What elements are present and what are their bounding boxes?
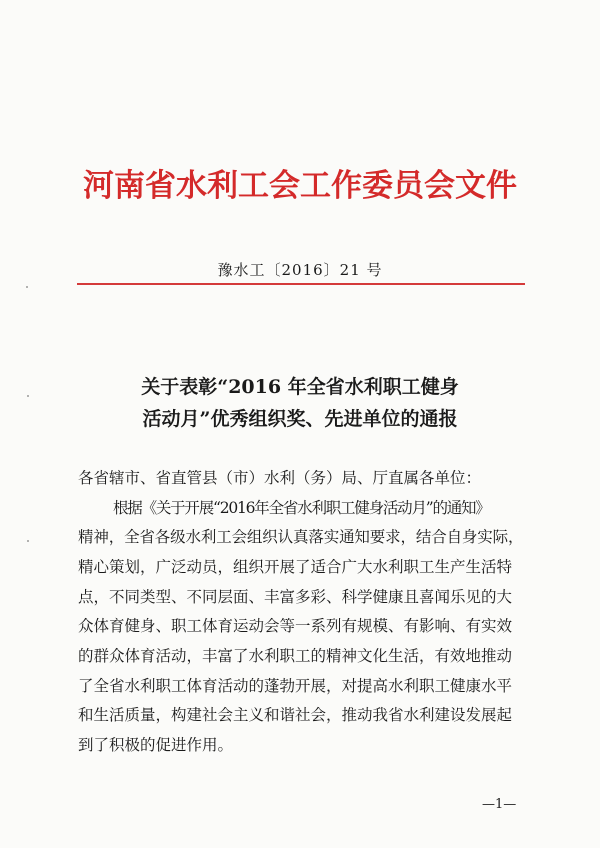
notice-title-line-2: 活动月”优秀组织奖、先进单位的通报 — [142, 408, 458, 430]
scan-speck — [26, 286, 28, 288]
body-text-line: 精神，全省各级水利工会组织认真落实通知要求，结合自身实际， — [78, 528, 524, 546]
page-number: —1— — [482, 797, 517, 812]
body-text-line: 和生活质量，构建社会主义和谐社会，推动我省水利建设发展起 — [78, 706, 513, 724]
scan-speck — [27, 540, 29, 542]
notice-title-line-1: 关于表彰“2016 年全省水利职工健身 — [141, 376, 459, 398]
body-text-line: 众体育健身、职工体育运动会等一系列有规模、有影响、有实效 — [78, 617, 513, 635]
body-text-line: 根据《关于开展“2016年全省水利职工健身活动月”的通知》 — [113, 499, 490, 517]
issuer-header-title: 河南省水利工会工作委员会文件 — [83, 168, 517, 204]
body-text-line: 精心策划，广泛动员，组织开展了适合广大水利职工生产生活特 — [78, 558, 513, 576]
red-divider-line — [77, 283, 525, 285]
body-text-line: 了全省水利职工体育活动的蓬勃开展，对提高水利职工健康水平 — [78, 677, 513, 695]
scan-speck — [27, 395, 29, 397]
body-text-line: 到了积极的促进作用。 — [78, 736, 234, 754]
salutation: 各省辖市、省直管县（市）水利（务）局、厅直属各单位： — [78, 469, 482, 487]
document-number: 豫水工〔2016〕21 号 — [217, 261, 383, 279]
body-text-line: 点，不同类型、不同层面、丰富多彩、科学健康且喜闻乐见的大 — [78, 588, 513, 606]
body-text-line: 的群众体育活动，丰富了水利职工的精神文化生活，有效地推动 — [78, 647, 513, 665]
